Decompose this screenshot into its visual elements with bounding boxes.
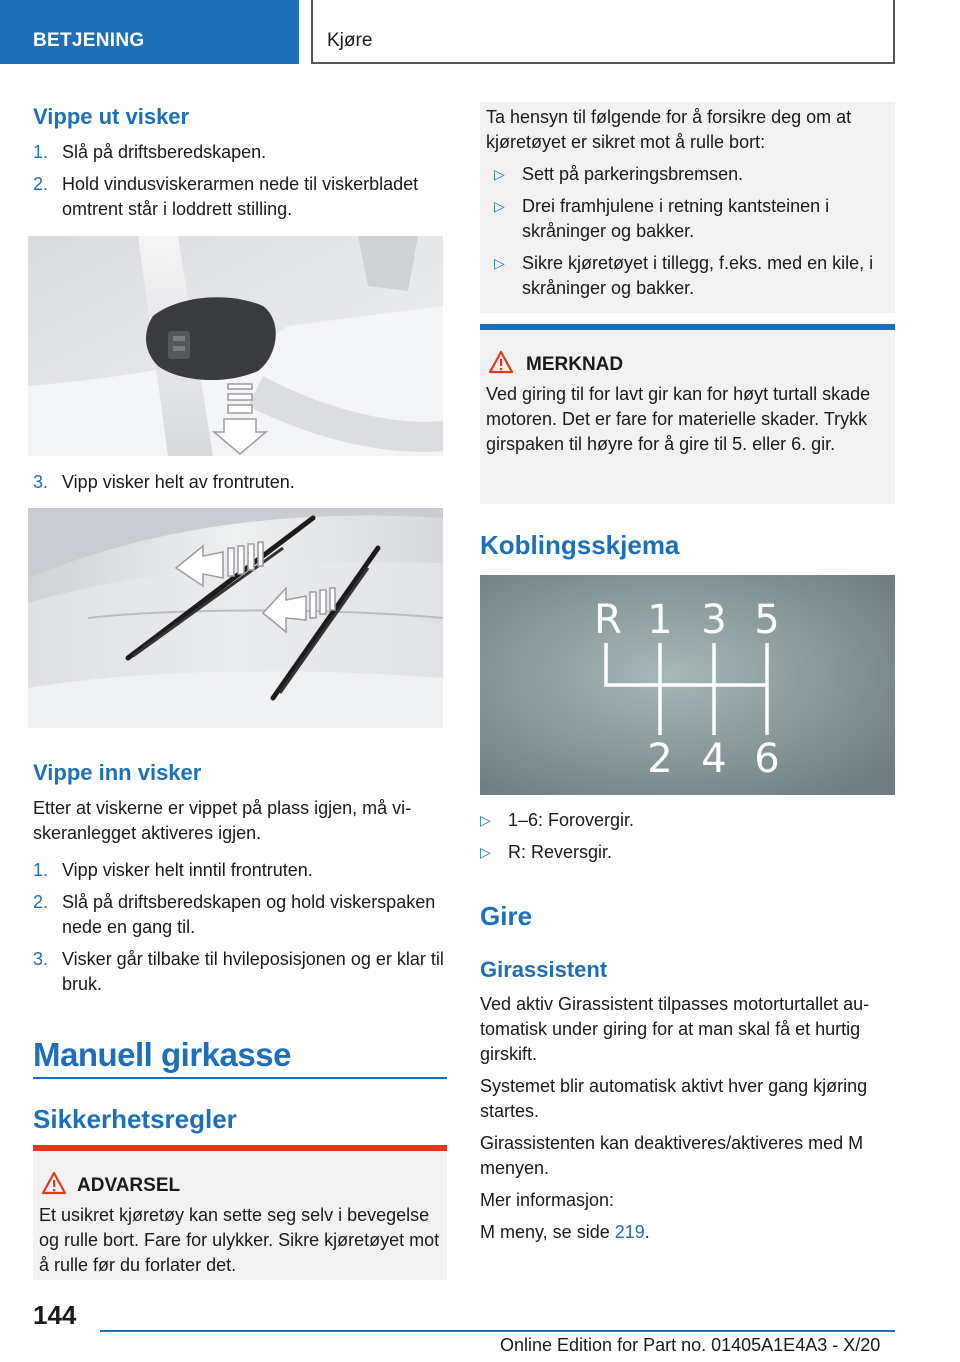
paragraph: Ved aktiv Girassistent tilpasses motorturtallet automatisk under giring for at man skal få et hurtig girskift. — [480, 994, 870, 1064]
bullet-triangle-icon: ▷ — [494, 198, 505, 214]
wiper-folded-illustration — [28, 508, 443, 728]
list-item: 2. Hold vindusviskerarmen nede til viskerbladet omtrent står i loddrett stilling. — [33, 174, 419, 219]
list-item: ▷ Drei framhjulene i retning kantsteinen i skråninger og bakker. — [494, 196, 830, 241]
list-item: ▷ R: Reversgir. — [466, 840, 886, 865]
warning-box — [33, 1151, 447, 1280]
safety-intro: Ta hensyn til følgende for å forsikre deg om at kjøretøyet er sikret mot å rulle bort: — [486, 107, 852, 152]
note-text: Ved giring til for lavt gir kan for høyt turtall skade motoren. Det er fare for materielle skader. Trykk girspaken til høyre for å gire til 5. eller 6. gir. — [486, 384, 871, 454]
footer-rule — [100, 1330, 895, 1332]
bullet-triangle-icon: ▷ — [494, 166, 505, 182]
wiper-arm-illustration — [28, 236, 443, 456]
list-item: 1. Vipp visker helt inntil frontruten. — [33, 860, 313, 880]
warning-title: ADVARSEL — [77, 1175, 181, 1196]
bullet-triangle-icon: ▷ — [480, 812, 491, 828]
gear-label-2: 2 — [647, 736, 673, 782]
heading-vippe-ut: Vippe ut visker — [33, 104, 190, 129]
heading-manuell-girkasse: Manuell girkasse — [33, 1036, 291, 1073]
safety-list — [480, 162, 890, 308]
warning-text: Et usikret kjøretøy kan sette seg selv i bevegelse og rulle bort. Fare for ulykker. Sikre kjøretøyet mot å rulle før du forlater det. — [39, 1205, 440, 1275]
paragraph: Systemet blir automatisk aktivt hver gang kjøring startes. — [480, 1076, 868, 1121]
vippe-inn-intro: Etter at viskerne er vippet på plass igjen, må viskeranlegget aktiveres igjen. — [33, 798, 412, 843]
list-item: 2. Slå på driftsberedskapen og hold viskerspaken nede en gang til. — [33, 892, 436, 937]
heading-vippe-inn: Vippe inn visker — [33, 760, 202, 785]
shift-pattern-diagram — [480, 575, 895, 795]
list-item: 3. Vipp visker helt av frontruten. — [33, 472, 295, 492]
gear-label-3: 3 — [701, 597, 727, 643]
steps-vippe-inn — [33, 858, 453, 1004]
girassistent-body — [480, 992, 895, 1245]
bullet-triangle-icon: ▷ — [480, 844, 491, 860]
gear-label-1: 1 — [647, 597, 673, 643]
section-tab — [0, 0, 299, 64]
list-item: 3. Visker går tilbake til hvileposisjonen og er klar til bruk. — [33, 949, 444, 994]
note-title: MERKNAD — [526, 354, 624, 375]
list-item: ▷ 1–6: Forovergir. — [466, 808, 886, 833]
gear-label-r: R — [594, 597, 622, 643]
note-box — [480, 330, 895, 504]
heading-koblingsskjema: Koblingsskjema — [480, 530, 680, 560]
steps-vippe-ut — [33, 140, 453, 229]
list-item: ▷ Sett på parkeringsbremsen. — [480, 162, 890, 187]
heading-girassistent: Girassistent — [480, 957, 608, 982]
warning-triangle-icon — [488, 350, 514, 374]
gear-legend-list — [466, 808, 886, 872]
chapter-tab — [311, 0, 895, 64]
paragraph: Girassistenten kan deaktiveres/aktiveres med M menyen. — [480, 1133, 864, 1178]
paragraph: Mer informasjon: — [480, 1190, 615, 1210]
heading-sikkerhetsregler: Sikkerhetsregler — [33, 1104, 237, 1134]
list-item: 1. Slå på driftsberedskapen. — [33, 142, 267, 162]
heading-gire: Gire — [480, 901, 533, 931]
gear-label-5: 5 — [754, 597, 780, 643]
gear-label-6: 6 — [754, 736, 780, 782]
section-title: BETJENING — [33, 30, 145, 51]
safety-box — [480, 102, 895, 313]
bullet-triangle-icon: ▷ — [494, 255, 505, 271]
page-link[interactable]: 219 — [614, 1222, 645, 1242]
gear-label-4: 4 — [701, 736, 727, 782]
paragraph: M meny, se side 219. — [480, 1222, 650, 1242]
steps-vippe-ut-3 — [33, 470, 453, 502]
page-number: 144 — [33, 1300, 77, 1330]
heading-rule — [33, 1077, 447, 1079]
footer-edition: Online Edition for Part no. 01405A1E4A3 - X/20 — [500, 1335, 881, 1355]
list-item: ▷ Sikre kjøretøyet i tillegg, f.eks. med en kile, i skråninger og bakker. — [494, 253, 874, 298]
chapter-title: Kjøre — [327, 30, 373, 51]
warning-triangle-icon — [41, 1171, 67, 1195]
